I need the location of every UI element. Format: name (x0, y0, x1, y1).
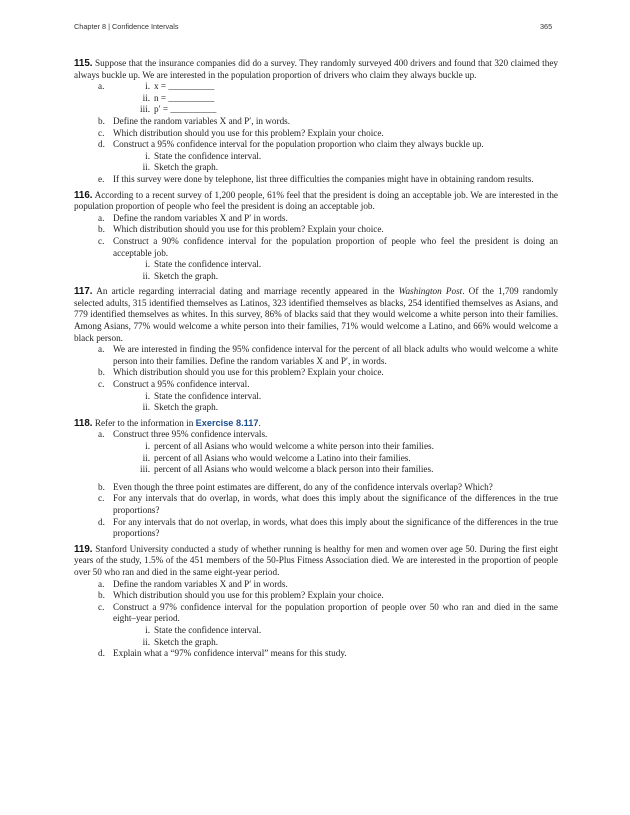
exercise-text: Suppose that the insurance companies did do a survey. They randomly surveyed 400 drivers and found that 320 claimed they always buckle up. We are interested in the population proportion of drivers who claim they always buckle up. (74, 58, 559, 80)
exercise-text: . (258, 417, 261, 428)
part-text: Construct a 97% confidence interval for the population proportion of people over 50 who ran and died in the same eight–year period. (113, 601, 558, 624)
part-text: We are interested in finding the 95% confidence interval for the percent of all black adults who would welcome a white person into their families. Define the random variables X and P′, in words. (113, 344, 558, 366)
part-label: b. (98, 224, 105, 235)
exercise-119 (74, 544, 558, 660)
subpart-label: ii. (142, 270, 150, 281)
subpart-label: i. (145, 624, 150, 635)
exercise-117-intro (74, 286, 558, 344)
exercise-119-intro (74, 544, 558, 579)
part-text: If this survey were done by telephone, list three difficulties the companies might have in obtaining random results. (113, 173, 534, 184)
subpart-label: ii. (142, 636, 150, 647)
exercise-text: According to a recent survey of 1,200 people, 61% feel that the president is doing an acceptable job. We are interested in the population proportion of people who feel the president is doing an acceptable job. (74, 189, 558, 212)
subpart-label: i. (145, 390, 150, 401)
subpart-i (113, 259, 558, 271)
chapter-header: Chapter 8 | Confidence Intervals (74, 22, 179, 31)
exercise-number: 119. (74, 543, 93, 555)
subpart-label: ii. (142, 162, 150, 173)
subpart-ii (113, 637, 558, 649)
part-label: c. (98, 601, 105, 612)
subpart-label: iii. (140, 104, 150, 115)
part-label: a. (98, 429, 105, 440)
subpart-text: State the confidence interval. (154, 150, 262, 161)
part-text: Which distribution should you use for this problem? Explain your choice. (113, 127, 384, 138)
part-text: Even though the three point estimates are different, do any of the confidence intervals overlap? Which? (113, 481, 493, 492)
subpart-label: ii. (142, 402, 150, 413)
subpart-label: ii. (142, 92, 150, 103)
part-b (74, 482, 558, 494)
part-a (74, 81, 558, 116)
exercise-116-intro (74, 190, 558, 213)
exercise-115 (74, 58, 558, 186)
exercise-text: Stanford University conducted a study of whether running is healthy for men and women over age 50. During the first eight years of the study, 1.5% of the 451 members of the 50-Plus Fitness Association died. We are interested in the proportion of people over 50 who ran and died in the same eight-year period. (74, 543, 559, 577)
blank-x: x = __________ (154, 81, 215, 92)
part-d (74, 139, 558, 174)
part-label: b. (98, 481, 105, 492)
subpart-ii (113, 162, 558, 174)
part-text: Construct a 90% confidence interval for the population proportion of people who feel the president is doing an acceptable job. (113, 235, 558, 258)
subpart-i (113, 391, 558, 403)
subpart-text: percent of all Asians who would welcome a white person into their families. (154, 441, 434, 451)
part-d (74, 517, 558, 540)
part-label: a. (98, 578, 105, 589)
subpart-ii (113, 402, 558, 414)
subpart-label: i. (145, 150, 150, 161)
part-b (74, 590, 558, 602)
part-label: d. (98, 516, 105, 527)
part-text: Construct a 95% confidence interval. (113, 379, 250, 390)
subpart-iii (113, 104, 558, 116)
exercise-118 (74, 418, 558, 540)
subpart-label: i. (145, 259, 150, 270)
subpart-text: Sketch the graph. (154, 270, 219, 281)
part-a (74, 344, 558, 367)
part-label: b. (98, 367, 105, 378)
subpart-text: Sketch the graph. (154, 636, 219, 647)
part-c (74, 602, 558, 648)
exercise-118-intro (74, 418, 558, 430)
part-label: a. (98, 81, 105, 92)
part-b (74, 367, 558, 379)
exercise-number: 117. (74, 286, 93, 298)
subpart-text: State the confidence interval. (154, 390, 262, 401)
part-e (74, 174, 558, 186)
subpart-text: percent of all Asians who would welcome a Latino into their families. (154, 452, 411, 463)
exercise-text: An article regarding interracial dating and marriage recently appeared in the (96, 286, 399, 297)
subpart-label: i. (145, 81, 150, 92)
exercise-number: 115. (74, 58, 93, 69)
exercise-text: Refer to the information in (94, 417, 196, 428)
subpart-label: ii. (142, 452, 150, 463)
part-d (74, 648, 558, 660)
exercise-text: . Of the 1,709 randomly selected adults, 315 identified themselves as Latinos, 323 identified themselves as blacks, 254 identified themselves as Asians, and 779 identified themselves as whites. In this survey, 86% of blacks said that they would welcome a white person into their families. Among Asians, 77% would welcome a white person into their families, 71% would welcome a Latino, and 66% would welcome a black person. (74, 286, 558, 343)
subpart-ii (113, 453, 558, 465)
subpart-text: State the confidence interval. (154, 624, 262, 635)
part-label: c. (98, 379, 105, 390)
part-text: Construct a 95% confidence interval for the population proportion who claim they always buckle up. (113, 139, 484, 150)
part-text: For any intervals that do not overlap, in words, what does this imply about the significance of the differences in the true proportions? (113, 516, 558, 539)
exercise-number: 118. (74, 417, 93, 429)
part-label: a. (98, 212, 105, 223)
part-text: Which distribution should you use for this problem? Explain your choice. (113, 224, 384, 235)
subpart-i (113, 151, 558, 163)
part-label: a. (98, 344, 105, 355)
part-b (74, 116, 558, 128)
exercise-link[interactable]: Exercise 8.117 (195, 417, 259, 428)
subpart-ii (113, 93, 558, 105)
part-c (74, 236, 558, 282)
subpart-i (113, 441, 558, 453)
part-label: d. (98, 139, 105, 150)
subpart-iii (113, 464, 558, 476)
part-label: e. (98, 173, 105, 184)
part-text: Define the random variables X and P′, in words. (113, 115, 291, 126)
subpart-text: Sketch the graph. (154, 402, 219, 413)
part-label: b. (98, 115, 105, 126)
part-text: Construct three 95% confidence intervals. (113, 429, 268, 440)
subpart-i (113, 625, 558, 637)
subpart-label: iii. (140, 464, 150, 475)
subpart-label: i. (145, 441, 150, 451)
part-a (74, 213, 558, 225)
blank-p-prime: p′ = __________ (154, 104, 217, 115)
part-text: For any intervals that do overlap, in words, what does this imply about the significance of the differences in the true proportions? (113, 493, 558, 515)
exercise-117 (74, 286, 558, 414)
part-label: d. (98, 648, 105, 659)
blank-n: n = __________ (154, 92, 215, 103)
part-label: c. (98, 235, 105, 246)
part-label: c. (98, 127, 105, 138)
exercise-116 (74, 190, 558, 283)
page-number: 365 (540, 22, 553, 31)
part-label: b. (98, 590, 105, 601)
part-label: c. (98, 493, 105, 504)
part-c (74, 128, 558, 140)
exercise-content (74, 58, 558, 660)
part-text: Explain what a “97% confidence interval” means for this study. (113, 648, 347, 659)
part-a (74, 579, 558, 591)
part-text: Which distribution should you use for this problem? Explain your choice. (113, 590, 384, 601)
publication-title: Washington Post (398, 286, 463, 297)
exercise-115-intro (74, 58, 558, 81)
part-b (74, 224, 558, 236)
part-text: Define the random variables X and P′ in words. (113, 578, 288, 589)
part-c (74, 379, 558, 414)
subpart-ii (113, 271, 558, 283)
subpart-text: Sketch the graph. (154, 162, 219, 173)
part-text: Define the random variables X and P′ in words. (113, 212, 288, 223)
part-c (74, 493, 558, 516)
subpart-text: percent of all Asians who would welcome a black person into their families. (154, 464, 434, 475)
exercise-number: 116. (74, 189, 93, 201)
subpart-i (113, 81, 558, 93)
part-a (74, 429, 558, 475)
part-text: Which distribution should you use for this problem? Explain your choice. (113, 367, 384, 378)
subpart-text: State the confidence interval. (154, 259, 262, 270)
